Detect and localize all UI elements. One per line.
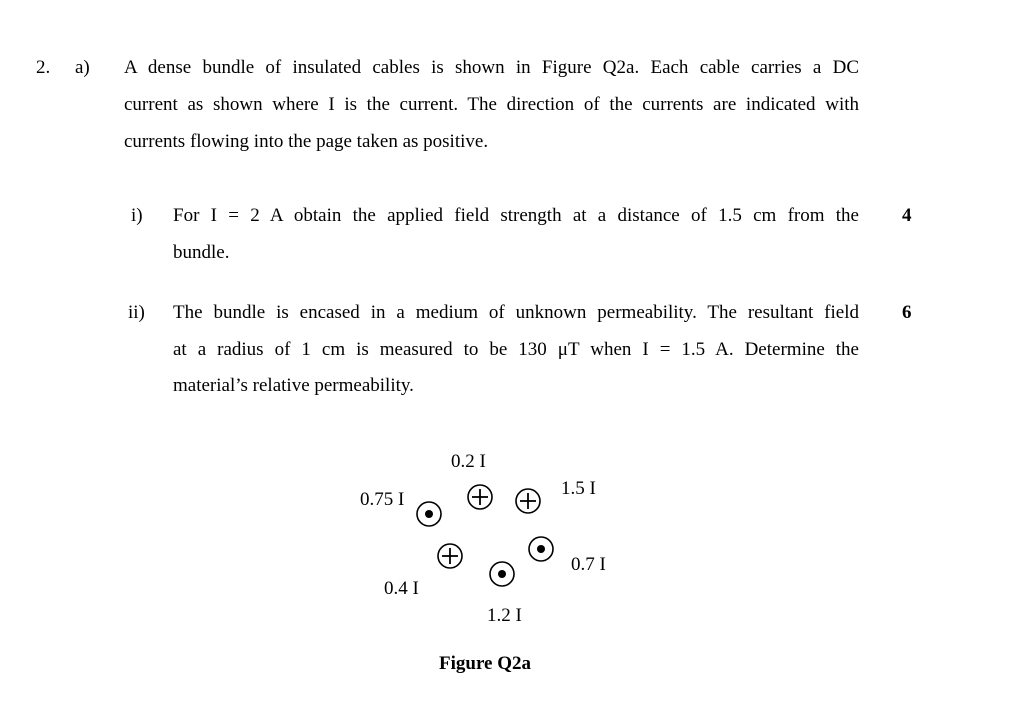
subpart-i-line-2: bundle.: [173, 242, 230, 263]
subpart-i-label: i): [131, 205, 143, 226]
cable-1-5I: [516, 478, 596, 513]
subpart-i-marks: 4: [902, 205, 912, 226]
cable-dot-icon: [529, 537, 553, 561]
cable-1-2I: [487, 562, 522, 626]
cable-label: 0.7 I: [571, 554, 606, 575]
cable-0-4I: [384, 544, 462, 599]
intro-line-3: currents flowing into the page taken as positive.: [124, 131, 489, 152]
subpart-ii-label: ii): [128, 302, 145, 323]
cable-label: 1.2 I: [487, 605, 522, 626]
cable-dot-icon: [490, 562, 514, 586]
cable-cross-icon: [516, 489, 540, 513]
cable-0-75I: [360, 489, 441, 526]
intro-line-1: A dense bundle of insulated cables is shown in Figure Q2a. Each cable carries a DC: [124, 57, 859, 78]
cable-label: 0.4 I: [384, 578, 419, 599]
subpart-ii-line-2: at a radius of 1 cm is measured to be 130 μT when I = 1.5 A. Determine the: [173, 339, 859, 360]
subpart-i-line-1: For I = 2 A obtain the applied field strength at a distance of 1.5 cm from the: [173, 205, 859, 226]
cable-label: 0.2 I: [451, 451, 486, 472]
subpart-ii-line-1: The bundle is encased in a medium of unknown permeability. The resultant field: [173, 302, 859, 323]
cable-cross-icon: [438, 544, 462, 568]
subpart-ii-line-3: material’s relative permeability.: [173, 375, 414, 396]
intro-line-2: current as shown where I is the current. The direction of the currents are indicated with: [124, 94, 859, 115]
subpart-ii-marks: 6: [902, 302, 912, 323]
cable-0-7I: [529, 537, 606, 575]
figure-caption: Figure Q2a: [439, 653, 532, 674]
cable-label: 0.75 I: [360, 489, 405, 510]
question-number: 2.: [36, 57, 51, 78]
cable-label: 1.5 I: [561, 478, 596, 499]
cable-cross-icon: [468, 485, 492, 509]
cable-dot-icon: [417, 502, 441, 526]
question-part-label: a): [75, 57, 90, 78]
cable-0-2I: [451, 451, 492, 509]
